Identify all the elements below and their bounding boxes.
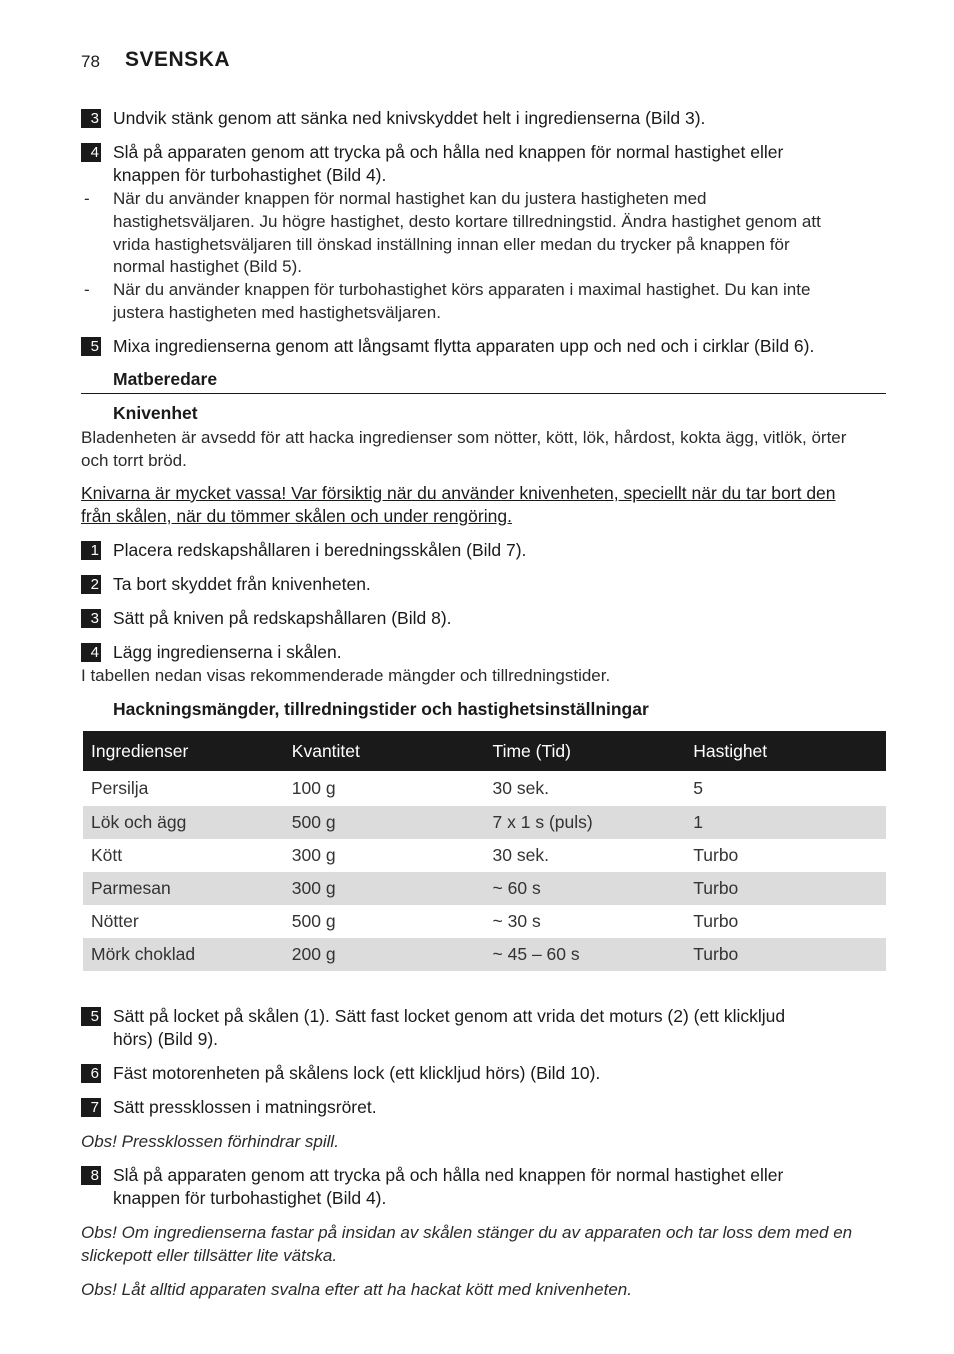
- step-text-line: hörs) (Bild 9).: [113, 1029, 219, 1049]
- table-cell: Turbo: [693, 911, 739, 931]
- step-number: 6: [81, 1064, 101, 1083]
- bullet-dash: -: [84, 189, 90, 208]
- step-number: 1: [81, 541, 101, 560]
- step-text: Sätt pressklossen i matningsröret.: [113, 1097, 377, 1117]
- step-text: Mixa ingredienserna genom att långsamt flytta apparaten upp och ned och i cirklar (Bild 6).: [113, 336, 815, 356]
- step-number: 2: [81, 575, 101, 594]
- table-header-cell: Time (Tid): [485, 731, 686, 771]
- table-cell: 30 sek.: [492, 778, 549, 798]
- table-cell: Persilja: [91, 778, 149, 798]
- table-header-cell: Hastighet: [685, 731, 886, 771]
- step-text: Sätt på kniven på redskapshållaren (Bild 8).: [113, 608, 452, 628]
- intro-line: Bladenheten är avsedd för att hacka ingredienser som nötter, kött, lök, hårdost, kokta ägg, vitlök, örter: [81, 428, 847, 447]
- step-text: Ta bort skyddet från knivenheten.: [113, 574, 371, 594]
- bullet-line: När du använder knappen för normal hastighet kan du justera hastigheten med: [113, 189, 707, 208]
- table-header-row: [83, 731, 886, 771]
- table-cell: 500 g: [284, 806, 485, 839]
- table-row: [83, 905, 886, 938]
- table-cell: Kött: [91, 845, 123, 865]
- table-title: Hackningsmängder, tillredningstider och hastighetsinställningar: [113, 699, 649, 719]
- table-cell: 300 g: [284, 872, 485, 905]
- warning-line: Knivarna är mycket vassa! Var försiktig när du använder knivenheten, speciellt när du tar bort den: [81, 483, 836, 503]
- bullet-line: hastighetsväljaren. Ju högre hastighet, desto kortare tillredningstid. Ändra hastighet genom att: [113, 212, 821, 231]
- table-cell: 1: [685, 806, 886, 839]
- section-title: Matberedare: [113, 369, 218, 389]
- step-text-line: Slå på apparaten genom att trycka på och hålla ned knappen för normal hastighet eller: [113, 1165, 784, 1185]
- table-cell: ~ 30 s: [492, 911, 541, 931]
- step-text: Lägg ingredienserna i skålen.: [113, 642, 342, 662]
- warning-line: från skålen, när du tömmer skålen och under rengöring.: [81, 506, 512, 526]
- table-cell: ~ 45 – 60 s: [485, 938, 686, 971]
- table-cell: 200 g: [284, 938, 485, 971]
- step-number: 5: [81, 337, 101, 356]
- table-row: [83, 938, 886, 971]
- table-cell: 100 g: [291, 778, 336, 798]
- step-number: 8: [81, 1166, 101, 1185]
- table-row: [83, 771, 886, 806]
- note-line: Obs! Om ingredienserna fastar på insidan av skålen stänger du av apparaten och tar loss dem med en: [81, 1223, 853, 1242]
- table-cell: Lök och ägg: [83, 806, 284, 839]
- table-cell: Nötter: [91, 911, 139, 931]
- step-text-line: knappen för turbohastighet (Bild 4).: [113, 165, 387, 185]
- section-divider: [81, 393, 886, 394]
- step-text-line: knappen för turbohastighet (Bild 4).: [113, 1188, 387, 1208]
- step-text-line: Slå på apparaten genom att trycka på och hålla ned knappen för normal hastighet eller: [113, 142, 784, 162]
- step-text: Placera redskapshållaren i beredningsskålen (Bild 7).: [113, 540, 527, 560]
- bullet-line: justera hastigheten med hastighetsväljaren.: [113, 303, 441, 322]
- bullet-line: När du använder knappen för turbohastighet körs apparaten i maximal hastighet. Du kan inte: [113, 280, 811, 299]
- subsection-title: Knivenhet: [113, 403, 198, 423]
- step-number: 5: [81, 1007, 101, 1026]
- language-heading: SVENSKA: [125, 48, 231, 71]
- bullet-dash: -: [84, 280, 90, 299]
- note: Obs! Låt alltid apparaten svalna efter att ha hackat kött med knivenheten.: [81, 1280, 632, 1299]
- table-row: [83, 872, 886, 905]
- bullet-line: normal hastighet (Bild 5).: [113, 257, 302, 276]
- settings-table: [83, 731, 886, 971]
- page-number: 78: [81, 52, 100, 71]
- bullet-line: vrida hastighetsväljaren till önskad inställning innan eller medan du trycker på knappen för: [113, 235, 790, 254]
- table-row: [83, 806, 886, 839]
- table-cell: 30 sek.: [492, 845, 549, 865]
- table-cell: Turbo: [693, 845, 739, 865]
- note-line: slickepott eller tillsätter lite vätska.: [81, 1246, 338, 1265]
- table-header-cell: Ingredienser: [83, 731, 284, 771]
- note: Obs! Pressklossen förhindrar spill.: [81, 1132, 339, 1151]
- table-cell: Turbo: [685, 938, 886, 971]
- table-cell: Parmesan: [83, 872, 284, 905]
- step-text-line: Sätt på locket på skålen (1). Sätt fast locket genom att vrida det moturs (2) (ett klickljud: [113, 1006, 786, 1026]
- table-cell: 5: [693, 778, 703, 798]
- step-text: Fäst motorenheten på skålens lock (ett klickljud hörs) (Bild 10).: [113, 1063, 601, 1083]
- step-number: 3: [81, 109, 101, 128]
- table-cell: 500 g: [291, 911, 336, 931]
- table-cell: 7 x 1 s (puls): [485, 806, 686, 839]
- table-intro: I tabellen nedan visas rekommenderade mängder och tillredningstider.: [81, 666, 611, 685]
- table-cell: 300 g: [291, 845, 336, 865]
- step-number: 7: [81, 1098, 101, 1117]
- table-header-cell: Kvantitet: [284, 731, 485, 771]
- table-cell: ~ 60 s: [485, 872, 686, 905]
- step-number: 4: [81, 643, 101, 662]
- table-cell: Turbo: [685, 872, 886, 905]
- table-row: [83, 839, 886, 872]
- step-number: 3: [81, 609, 101, 628]
- intro-line: och torrt bröd.: [81, 451, 187, 470]
- table-cell: Mörk choklad: [83, 938, 284, 971]
- step-number: 4: [81, 143, 101, 162]
- step-text: Undvik stänk genom att sänka ned knivskyddet helt i ingredienserna (Bild 3).: [113, 108, 706, 128]
